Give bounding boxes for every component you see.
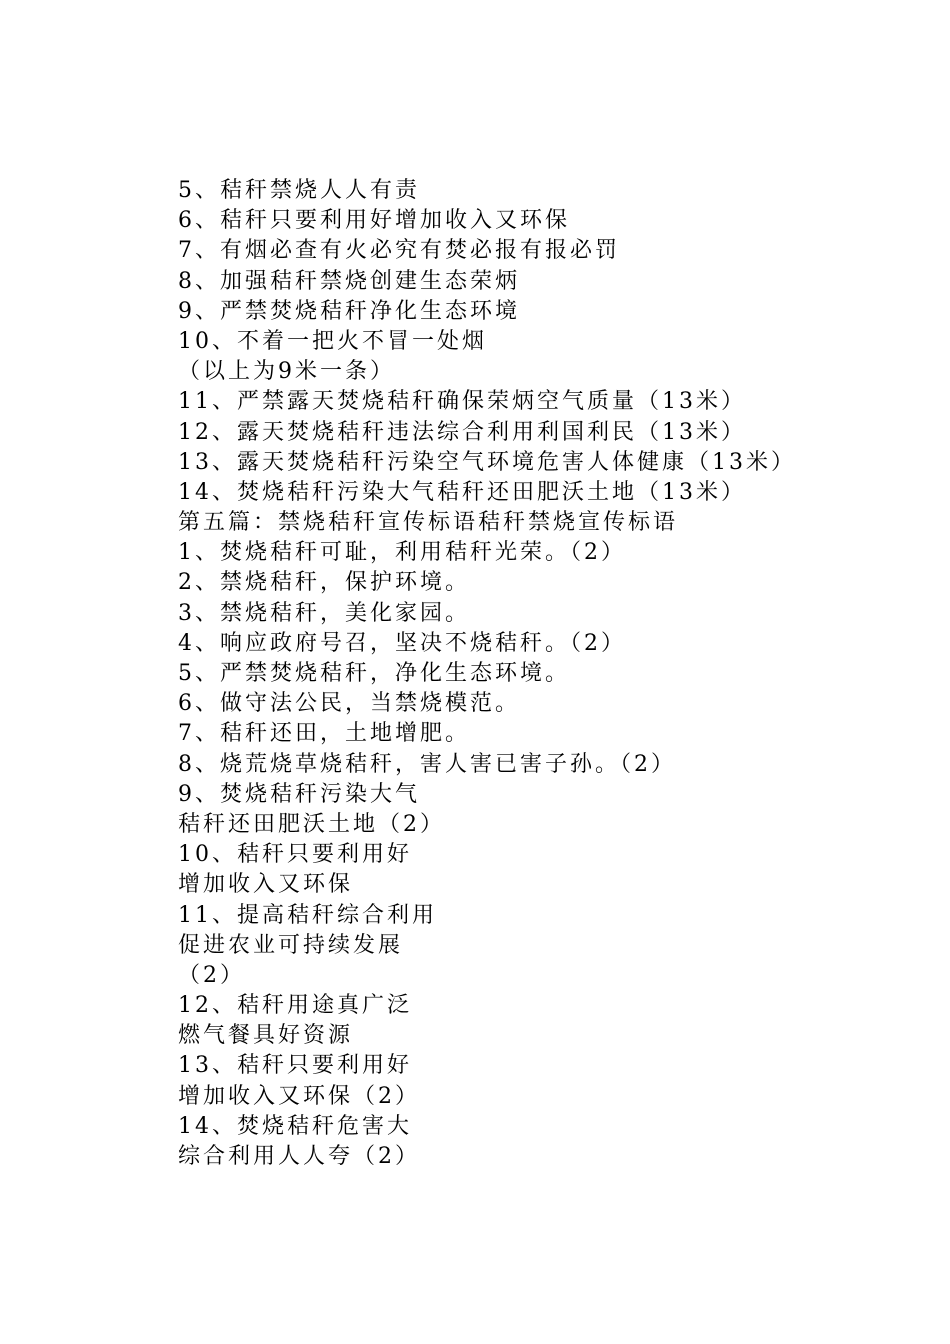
text-line: 促进农业可持续发展 xyxy=(178,932,404,958)
text-line: 14、焚烧秸秆危害大 xyxy=(178,1113,412,1139)
text-line: 4、响应政府号召，坚决不烧秸秆。（2） xyxy=(178,630,626,656)
text-line: 3、禁烧秸秆，美化家园。 xyxy=(178,600,470,626)
text-line: 11、严禁露天焚烧秸秆确保荣炳空气质量（13米） xyxy=(178,389,746,415)
text-line: 8、加强秸秆禁烧创建生态荣炳 xyxy=(178,268,520,294)
text-line: 6、秸秆只要利用好增加收入又环保 xyxy=(178,208,570,234)
text-line: 6、做守法公民，当禁烧模范。 xyxy=(178,691,520,717)
document-body xyxy=(178,176,878,1172)
text-line: 14、焚烧秸秆污染大气秸秆还田肥沃土地（13米） xyxy=(178,479,746,505)
section-heading: 第五篇：禁烧秸秆宣传标语秸秆禁烧宣传标语 xyxy=(178,510,679,536)
text-line: 9、严禁焚烧秸秆净化生态环境 xyxy=(178,298,520,324)
text-line: 9、焚烧秸秆污染大气 xyxy=(178,781,420,807)
text-line: 秸秆还田肥沃土地（2） xyxy=(178,811,445,837)
text-line: 1、焚烧秸秆可耻，利用秸秆光荣。（2） xyxy=(178,540,626,566)
text-line: 2、禁烧秸秆，保护环境。 xyxy=(178,570,470,596)
text-line: （以上为9米一条） xyxy=(178,359,395,385)
text-line: 增加收入又环保 xyxy=(178,872,354,898)
text-line: 综合利用人人夸（2） xyxy=(178,1144,420,1169)
text-line: 5、严禁焚烧秸秆，净化生态环境。 xyxy=(178,661,570,686)
text-line: 7、有烟必查有火必究有焚必报有报必罚 xyxy=(178,238,620,264)
text-line: 12、秸秆用途真广泛 xyxy=(178,993,412,1019)
text-line: 7、秸秆还田，土地增肥。 xyxy=(178,721,470,747)
text-line: 11、提高秸秆综合利用 xyxy=(178,902,437,928)
text-line: 12、露天焚烧秸秆违法综合利用利国利民（13米） xyxy=(178,419,746,445)
text-line: 增加收入又环保（2） xyxy=(178,1083,420,1109)
text-line: 13、秸秆只要利用好 xyxy=(178,1053,412,1079)
text-line: （2） xyxy=(178,962,245,988)
text-line: 10、秸秆只要利用好 xyxy=(178,842,412,868)
text-line: 13、露天焚烧秸秆污染空气环境危害人体健康（13米） xyxy=(178,449,796,475)
text-line: 5、秸秆禁烧人人有责 xyxy=(178,178,420,203)
text-line: 8、烧荒烧草烧秸秆，害人害已害子孙。（2） xyxy=(178,751,676,777)
text-line: 10、不着一把火不冒一处烟 xyxy=(178,328,487,354)
text-line: 燃气餐具好资源 xyxy=(178,1023,354,1049)
